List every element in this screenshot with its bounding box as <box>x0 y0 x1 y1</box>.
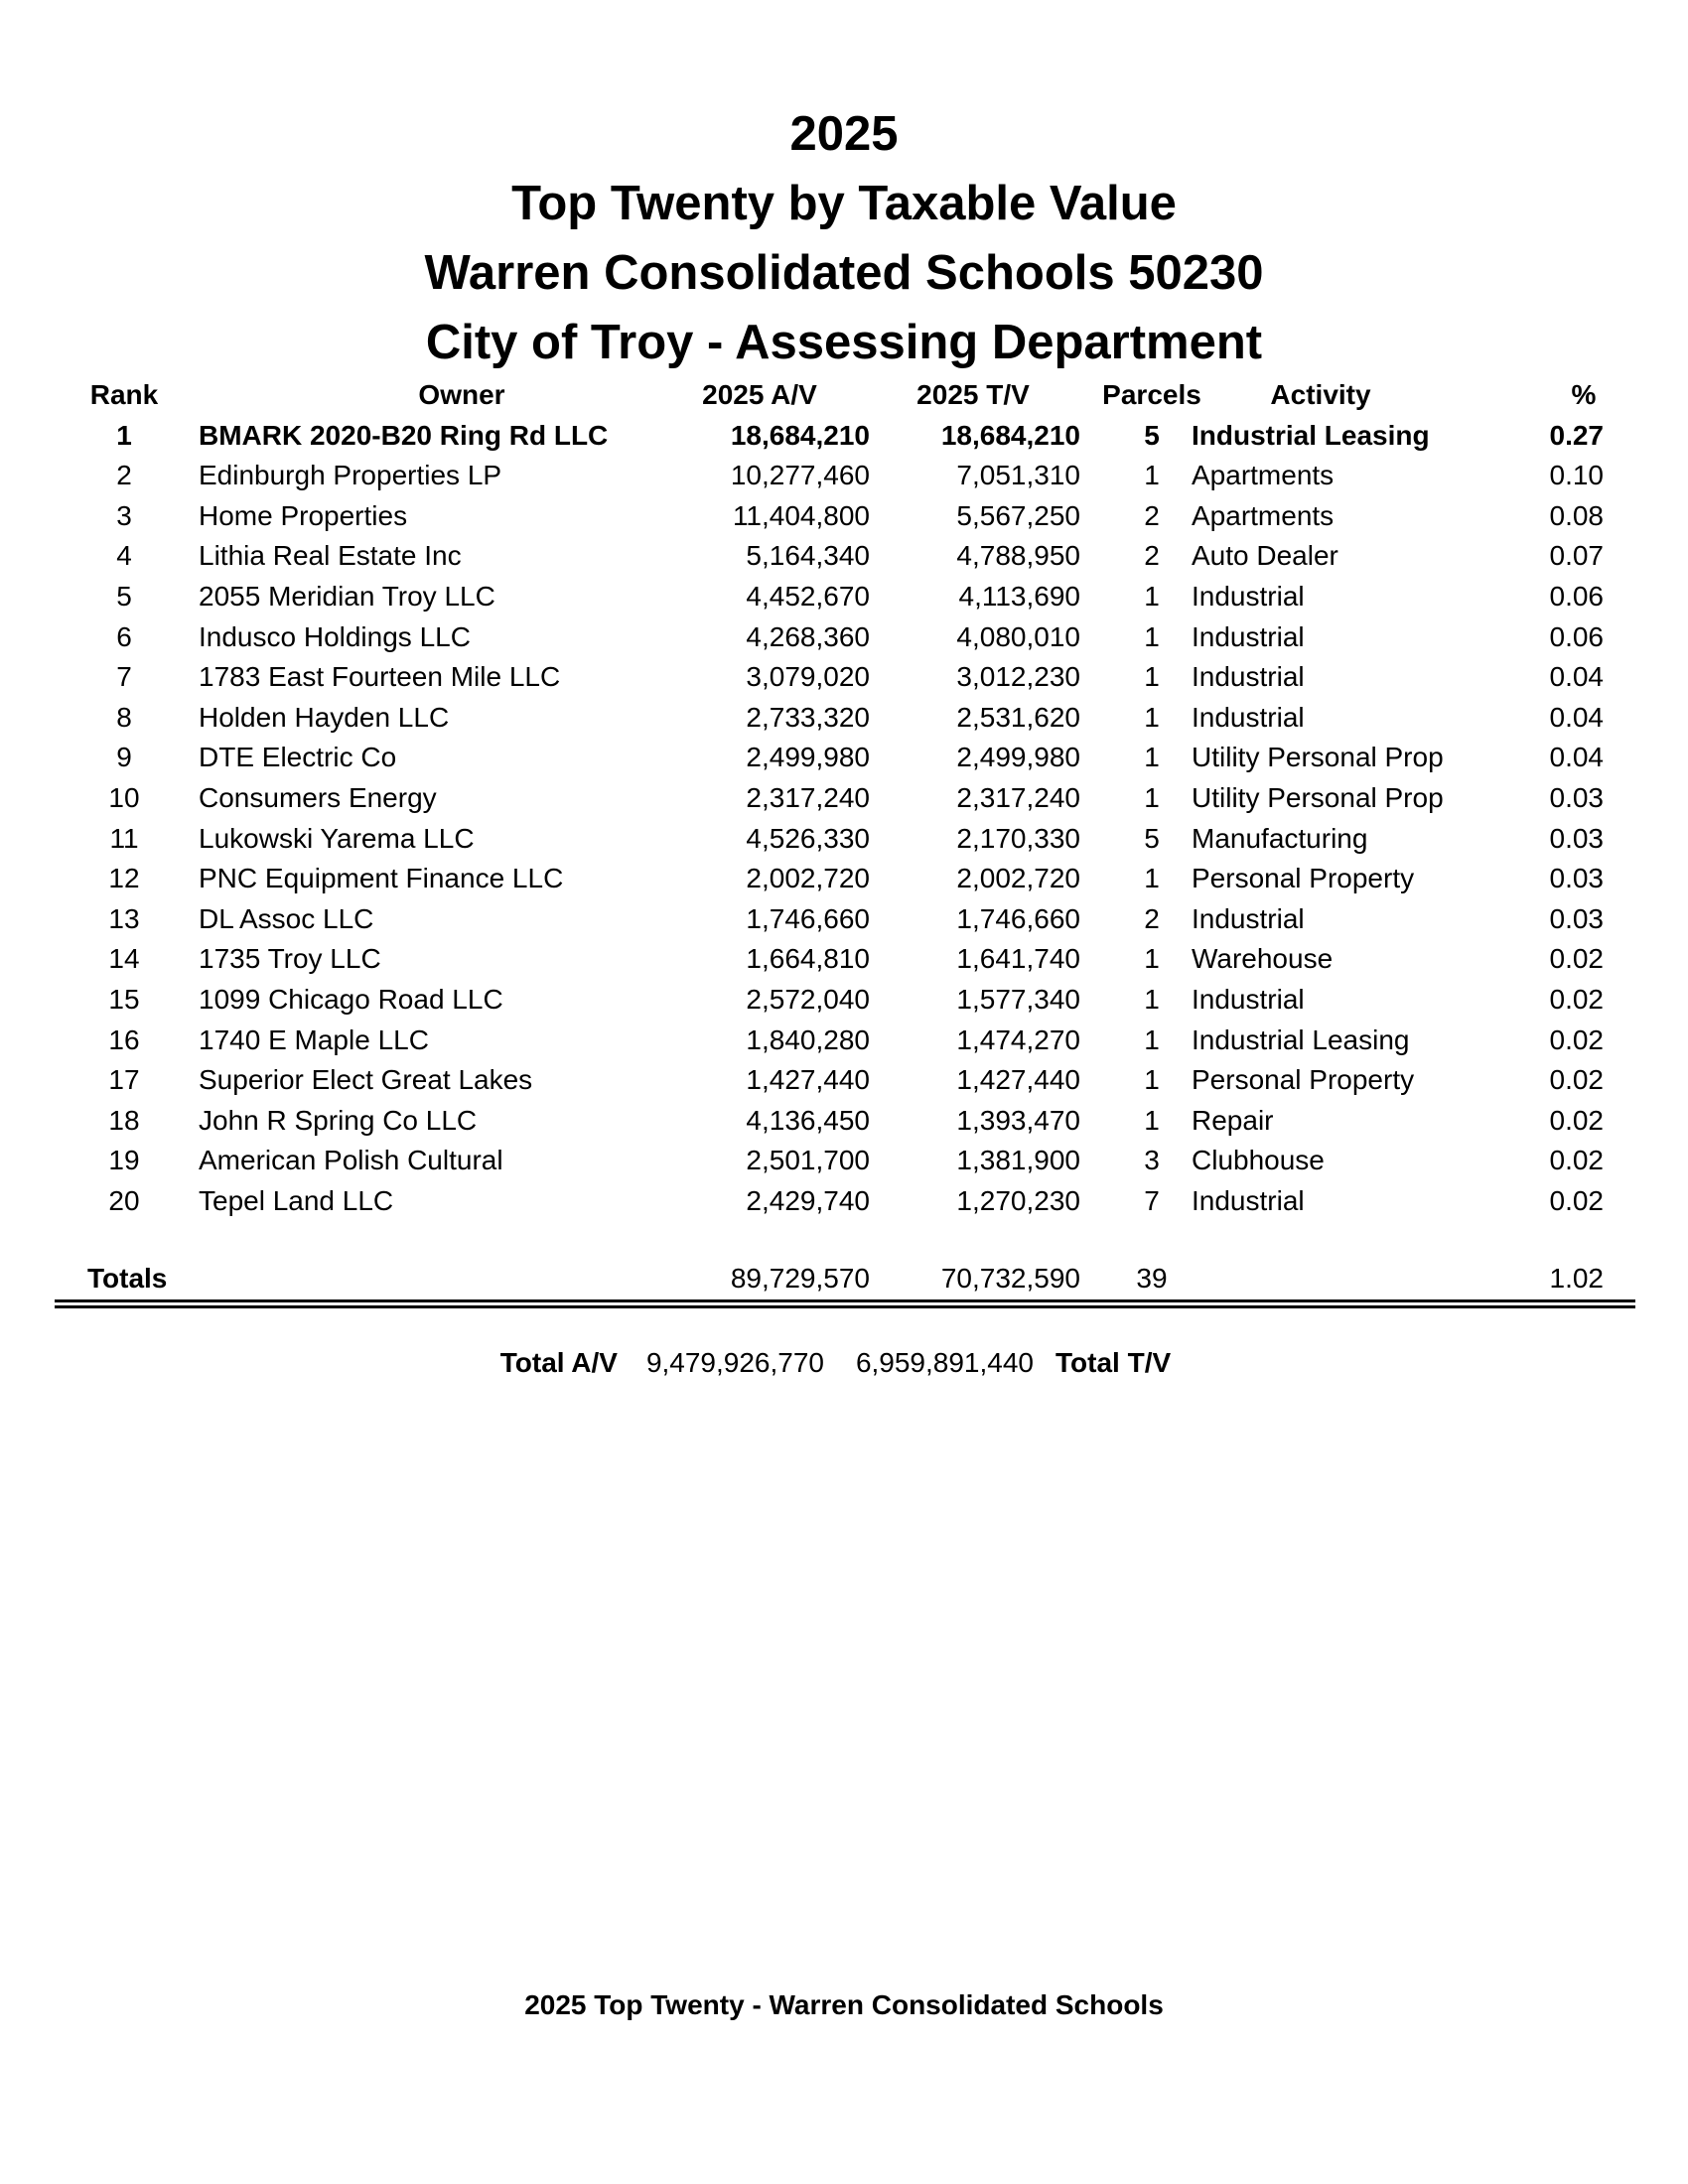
cell-pct: 0.07 <box>1549 540 1604 572</box>
cell-owner: John R Spring Co LLC <box>199 1104 478 1136</box>
cell-rank: 20 <box>108 1184 140 1216</box>
cell-pct: 0.02 <box>1549 1145 1604 1176</box>
cell-activity: Clubhouse <box>1192 1145 1325 1176</box>
cell-rank: 10 <box>108 781 140 813</box>
title-year: 2025 <box>789 107 899 161</box>
cell-tv: 2,317,240 <box>956 781 1080 813</box>
cell-pct: 0.02 <box>1549 1064 1604 1096</box>
total-av-label: Total A/V <box>499 1347 618 1378</box>
cell-activity: Industrial <box>1192 1184 1305 1216</box>
cell-activity: Utility Personal Prop <box>1192 781 1444 813</box>
cell-pct: 0.02 <box>1549 1184 1604 1216</box>
cell-av: 5,164,340 <box>746 540 870 572</box>
cell-tv: 1,270,230 <box>956 1184 1080 1216</box>
cell-owner: Indusco Holdings LLC <box>199 620 471 652</box>
totals-av: 89,729,570 <box>730 1263 870 1294</box>
cell-parcels: 1 <box>1144 620 1160 652</box>
table-row <box>55 577 1635 617</box>
cell-activity: Industrial <box>1192 983 1305 1015</box>
totals-label: Totals <box>87 1263 168 1294</box>
header-owner: Owner <box>418 379 505 410</box>
cell-tv: 4,788,950 <box>956 540 1080 572</box>
cell-av: 18,684,210 <box>730 419 870 451</box>
page-footer: 2025 Top Twenty - Warren Consolidated Schools <box>524 1989 1164 2020</box>
cell-rank: 1 <box>116 419 132 451</box>
cell-av: 4,268,360 <box>746 620 870 652</box>
title-department: City of Troy - Assessing Department <box>425 316 1263 369</box>
cell-parcels: 1 <box>1144 983 1160 1015</box>
cell-tv: 1,746,660 <box>956 902 1080 934</box>
cell-pct: 0.06 <box>1549 580 1604 612</box>
cell-rank: 11 <box>109 822 139 854</box>
cell-pct: 0.02 <box>1549 943 1604 975</box>
cell-av: 2,499,980 <box>746 742 870 773</box>
totals-row-container <box>55 1259 1635 1299</box>
cell-tv: 1,393,470 <box>956 1104 1080 1136</box>
cell-parcels: 1 <box>1144 863 1160 894</box>
cell-parcels: 7 <box>1144 1184 1160 1216</box>
cell-owner: BMARK 2020-B20 Ring Rd LLC <box>199 419 609 451</box>
cell-owner: Superior Elect Great Lakes <box>199 1064 533 1096</box>
cell-tv: 2,499,980 <box>956 742 1080 773</box>
cell-owner: Holden Hayden LLC <box>199 701 450 733</box>
cell-owner: 1735 Troy LLC <box>199 943 381 975</box>
table-row <box>55 1060 1635 1101</box>
cell-av: 11,404,800 <box>732 499 870 531</box>
cell-av: 1,427,440 <box>746 1064 870 1096</box>
cell-activity: Utility Personal Prop <box>1192 742 1444 773</box>
header-parcels: Parcels <box>1102 379 1201 410</box>
cell-owner: 1099 Chicago Road LLC <box>199 983 503 1015</box>
table-row <box>55 738 1635 778</box>
cell-parcels: 1 <box>1144 1024 1160 1055</box>
cell-rank: 15 <box>108 983 140 1015</box>
cell-tv: 2,170,330 <box>956 822 1080 854</box>
cell-pct: 0.06 <box>1549 620 1604 652</box>
cell-pct: 0.02 <box>1549 1104 1604 1136</box>
totals-tv: 70,732,590 <box>940 1263 1080 1294</box>
title-report-name: Top Twenty by Taxable Value <box>511 177 1177 230</box>
cell-pct: 0.03 <box>1549 902 1604 934</box>
cell-activity: Personal Property <box>1192 1064 1415 1096</box>
cell-parcels: 1 <box>1144 460 1160 491</box>
cell-pct: 0.02 <box>1549 983 1604 1015</box>
table-row <box>55 1181 1635 1222</box>
table-row <box>55 1141 1635 1181</box>
cell-tv: 7,051,310 <box>956 460 1080 491</box>
table-row <box>55 980 1635 1021</box>
cell-activity: Industrial <box>1192 580 1305 612</box>
cell-pct: 0.03 <box>1549 822 1604 854</box>
table-body <box>55 416 1635 1222</box>
cell-tv: 5,567,250 <box>956 499 1080 531</box>
cell-rank: 4 <box>116 540 132 572</box>
cell-rank: 2 <box>116 460 132 491</box>
table-row <box>55 617 1635 658</box>
cell-tv: 2,531,620 <box>956 701 1080 733</box>
totals-parcels: 39 <box>1136 1263 1168 1294</box>
double-rule-top <box>55 1299 1635 1302</box>
cell-rank: 12 <box>108 863 140 894</box>
cell-rank: 9 <box>116 742 132 773</box>
header-activity: Activity <box>1270 379 1371 410</box>
cell-pct: 0.04 <box>1549 742 1604 773</box>
cell-rank: 6 <box>116 620 132 652</box>
cell-av: 3,079,020 <box>746 661 870 693</box>
cell-pct: 0.02 <box>1549 1024 1604 1055</box>
cell-av: 2,429,740 <box>746 1184 870 1216</box>
cell-pct: 0.10 <box>1549 460 1604 491</box>
cell-activity: Warehouse <box>1192 943 1334 975</box>
cell-parcels: 2 <box>1144 499 1160 531</box>
table-row <box>55 657 1635 698</box>
cell-parcels: 2 <box>1144 540 1160 572</box>
cell-av: 2,317,240 <box>746 781 870 813</box>
cell-rank: 14 <box>108 943 140 975</box>
cell-activity: Industrial <box>1192 620 1305 652</box>
table-row <box>55 698 1635 739</box>
cell-activity: Auto Dealer <box>1192 540 1338 572</box>
table-row <box>55 456 1635 496</box>
cell-rank: 8 <box>116 701 132 733</box>
cell-av: 2,002,720 <box>746 863 870 894</box>
cell-av: 4,452,670 <box>746 580 870 612</box>
cell-tv: 2,002,720 <box>956 863 1080 894</box>
cell-tv: 3,012,230 <box>956 661 1080 693</box>
cell-av: 2,501,700 <box>746 1145 870 1176</box>
cell-owner: 1740 E Maple LLC <box>199 1024 429 1055</box>
cell-owner: Home Properties <box>199 499 408 531</box>
cell-tv: 4,113,690 <box>958 580 1080 612</box>
cell-av: 1,664,810 <box>746 943 870 975</box>
table-row <box>55 496 1635 537</box>
grand-totals <box>0 1343 1688 1383</box>
cell-activity: Personal Property <box>1192 863 1415 894</box>
cell-rank: 17 <box>108 1064 140 1096</box>
cell-owner: American Polish Cultural <box>199 1145 503 1176</box>
cell-parcels: 1 <box>1144 1104 1160 1136</box>
cell-pct: 0.27 <box>1549 419 1604 451</box>
cell-av: 4,136,450 <box>746 1104 870 1136</box>
cell-parcels: 1 <box>1144 1064 1160 1096</box>
cell-rank: 7 <box>116 661 132 693</box>
header-tv: 2025 T/V <box>916 379 1030 410</box>
table-row <box>55 859 1635 899</box>
cell-parcels: 5 <box>1144 822 1160 854</box>
cell-owner: PNC Equipment Finance LLC <box>199 863 564 894</box>
cell-pct: 0.03 <box>1549 863 1604 894</box>
cell-owner: 2055 Meridian Troy LLC <box>199 580 495 612</box>
table-row <box>55 939 1635 980</box>
total-av-value: 9,479,926,770 <box>645 1347 824 1378</box>
cell-tv: 1,641,740 <box>956 943 1080 975</box>
cell-activity: Industrial <box>1192 902 1305 934</box>
header-rank: Rank <box>89 379 159 410</box>
cell-tv: 1,381,900 <box>956 1145 1080 1176</box>
cell-owner: DL Assoc LLC <box>199 902 374 934</box>
cell-activity: Manufacturing <box>1192 822 1368 854</box>
cell-rank: 19 <box>108 1145 140 1176</box>
cell-parcels: 1 <box>1144 781 1160 813</box>
header-pct: % <box>1571 379 1597 410</box>
table-row <box>55 536 1635 577</box>
cell-parcels: 1 <box>1144 661 1160 693</box>
cell-av: 4,526,330 <box>746 822 870 854</box>
cell-av: 1,840,280 <box>746 1024 870 1055</box>
cell-activity: Repair <box>1192 1104 1274 1136</box>
cell-owner: Tepel Land LLC <box>199 1184 394 1216</box>
cell-activity: Apartments <box>1192 460 1335 491</box>
cell-av: 1,746,660 <box>746 902 870 934</box>
cell-activity: Industrial Leasing <box>1192 419 1430 451</box>
cell-parcels: 1 <box>1144 701 1160 733</box>
table-row <box>55 416 1635 457</box>
cell-activity: Industrial <box>1192 661 1305 693</box>
cell-av: 10,277,460 <box>730 460 870 491</box>
cell-parcels: 1 <box>1144 580 1160 612</box>
cell-tv: 4,080,010 <box>956 620 1080 652</box>
cell-parcels: 2 <box>1144 902 1160 934</box>
total-tv-value: 6,959,891,440 <box>855 1347 1034 1378</box>
double-rule-bottom <box>55 1305 1635 1308</box>
cell-tv: 18,684,210 <box>940 419 1080 451</box>
cell-rank: 5 <box>116 580 132 612</box>
totals-pct: 1.02 <box>1549 1263 1604 1294</box>
cell-owner: Consumers Energy <box>199 781 437 813</box>
table-header <box>55 375 1635 416</box>
cell-parcels: 1 <box>1144 742 1160 773</box>
title-school-district: Warren Consolidated Schools 50230 <box>424 246 1264 300</box>
cell-rank: 16 <box>108 1024 140 1055</box>
header-av: 2025 A/V <box>702 379 817 410</box>
cell-owner: Edinburgh Properties LP <box>199 460 502 491</box>
cell-rank: 3 <box>116 499 132 531</box>
cell-pct: 0.08 <box>1549 499 1604 531</box>
cell-parcels: 5 <box>1144 419 1160 451</box>
cell-tv: 1,577,340 <box>956 983 1080 1015</box>
cell-activity: Industrial Leasing <box>1192 1024 1410 1055</box>
cell-activity: Industrial <box>1192 701 1305 733</box>
cell-av: 2,572,040 <box>746 983 870 1015</box>
cell-parcels: 1 <box>1144 943 1160 975</box>
cell-tv: 1,474,270 <box>956 1024 1080 1055</box>
table-row <box>55 899 1635 940</box>
totals-row <box>55 1259 1635 1299</box>
cell-owner: Lukowski Yarema LLC <box>199 822 475 854</box>
cell-pct: 0.04 <box>1549 661 1604 693</box>
cell-pct: 0.04 <box>1549 701 1604 733</box>
report-titles <box>0 99 1688 377</box>
table-row <box>55 778 1635 819</box>
table-row <box>55 1101 1635 1142</box>
cell-rank: 18 <box>108 1104 140 1136</box>
total-tv-label: Total T/V <box>1055 1347 1172 1378</box>
cell-rank: 13 <box>108 902 140 934</box>
cell-owner: Lithia Real Estate Inc <box>199 540 462 572</box>
cell-owner: 1783 East Fourteen Mile LLC <box>199 661 561 693</box>
cell-parcels: 3 <box>1144 1145 1160 1176</box>
cell-tv: 1,427,440 <box>956 1064 1080 1096</box>
table-row <box>55 1021 1635 1061</box>
cell-owner: DTE Electric Co <box>199 742 397 773</box>
cell-activity: Apartments <box>1192 499 1335 531</box>
top-twenty-table <box>55 375 1635 1221</box>
cell-pct: 0.03 <box>1549 781 1604 813</box>
table-row <box>55 819 1635 860</box>
cell-av: 2,733,320 <box>746 701 870 733</box>
